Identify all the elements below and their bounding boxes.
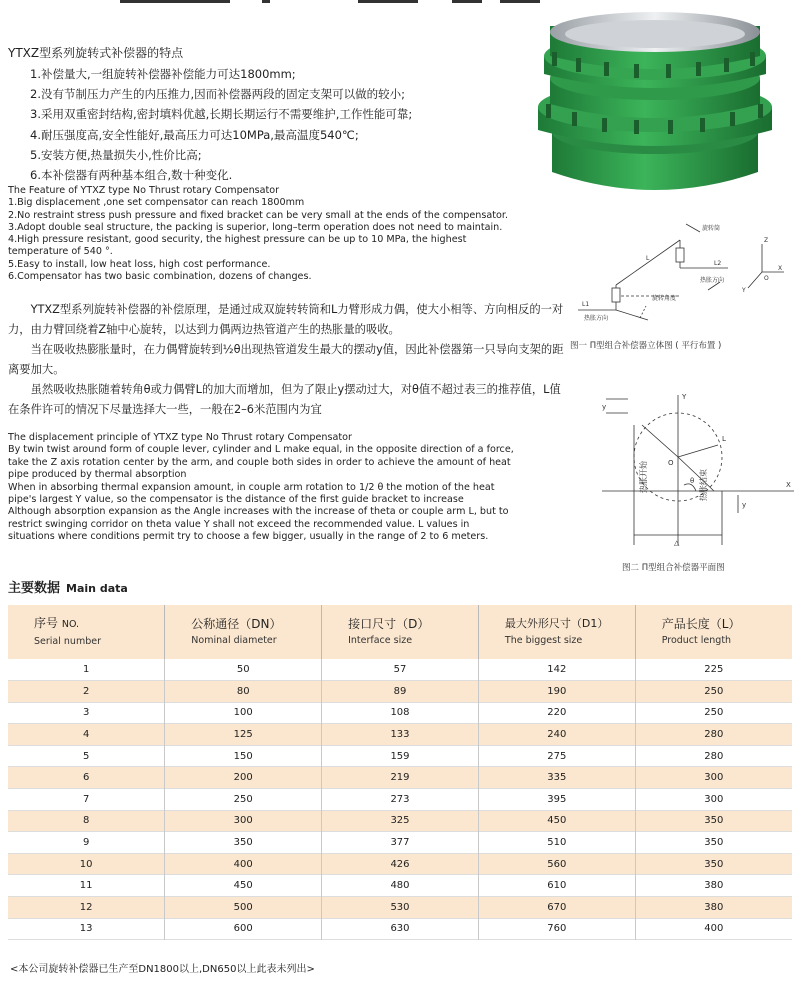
dn-cell: 200 [165,767,322,789]
principle-cn-para: 当在吸收热膨胀量时，在力偶臂旋转到½θ出现热管道发生最大的摆动y值，因此补偿器第一只导向支架的距离要加大。 [8,343,564,376]
diagram1-caption: 图一 Π型组合补偿器立体图 ( 平行布置 ) [570,341,722,351]
dn-cell: 600 [165,918,322,940]
principle-cn [8,300,568,420]
table-row [8,918,792,940]
d1-cell: 760 [478,918,635,940]
length-cell: 350 [635,810,792,832]
principle-cn-para: 虽然吸收热胀随着转角θ或力偶臂L的加大而增加，但为了限止y摆动过大，对θ值不超过表三的推荐值，L值在条件许可的情况下尽量选择大一些，一般在2–6米范围内为宜 [8,383,561,416]
d-cell: 108 [322,702,479,724]
diag1-label-dir2: 热胀方向 [700,277,725,284]
length-cell: 350 [704,837,724,849]
table-row [8,832,792,854]
serial-cell: 7 [8,789,165,811]
length-cell: 225 [704,664,724,676]
principle-en-line: When in absorbing thermal expansion amount, in couple arm rotation to 1/2 θ the motion of the heat [8,481,495,493]
d1-cell: 190 [478,681,635,703]
principle-en-line: pipe's largest Y value, so the compensator is the distance of the first guide bracket to increase [8,494,464,506]
features-en-line: 3.Adopt double seal structure, the packing is superior, long–term operation does not need to maintain. [8,221,503,233]
d-cell: 89 [322,681,479,703]
col-l-cn: 产品长度（L） [661,617,741,631]
diag1-label-X: X [778,265,783,272]
principle-en-line: By twin twist around form of couple lever, cylinder and L make equal, in the opposite direction of a force, [8,444,514,456]
d1-cell: 610 [478,875,635,897]
d-cell: 57 [322,659,479,681]
compensator-image [530,12,780,198]
col-l-en: Product length [661,635,732,646]
diag2-label-X: X [786,481,791,489]
table-body [8,659,792,940]
d-cell: 159 [322,745,479,767]
diag1-label-Y: Y [742,287,746,294]
principle-en-line: situations where conditions permit try to choose a few bigger, usually in the range of 2 to 6 meters. [8,531,489,543]
col-d1-header [478,605,635,659]
features-en-line: 2.No restraint stress push pressure and fixed bracket can be very small at the ends of the compensator. [8,209,508,221]
col-d1-en: The biggest size [504,635,583,646]
top-strip [0,0,800,8]
dn-cell: 300 [165,810,322,832]
feature-cn-item: 3.采用双重密封结构,密封填料优越,长期长期运行不需要维护,工作性能可靠; [30,107,413,122]
diag1-label-L: L [646,255,650,262]
dn-cell: 125 [165,724,322,746]
main-data-table [8,605,792,940]
diag2-label-theta: θ [690,477,695,485]
table-row [8,789,792,811]
features-en-line: 6.Compensator has two basic combination, dozens of changes. [8,271,312,283]
principle-en [8,432,568,544]
d1-cell: 395 [478,789,635,811]
d-cell: 273 [322,789,479,811]
length-cell: 350 [635,853,792,875]
d1-cell: 560 [478,853,635,875]
serial-cell: 11 [8,875,165,897]
col-serial-header [8,605,165,659]
d1-cell: 240 [478,724,635,746]
diag2-label-Y: Y [682,393,687,401]
d1-cell: 142 [478,659,635,681]
main-data-title [8,577,128,596]
serial-cell: 12 [8,897,165,919]
principle-cn-para: YTXZ型系列旋转补偿器的补偿原理，是通过成双旋转转筒和L力臂形成力偶，使大小相等、方向相反的一对力，由力臂回绕着Z轴中心旋转，以达到力偶两边热管道产生的热胀量的吸收。 [8,303,564,336]
d-cell: 219 [322,767,479,789]
diag2-label-start: 热胀开始 [639,461,648,493]
principle-en-line: restrict swinging corridor on theta value Y shall not exceed the recommended value. L values in [8,518,470,530]
diag1-label-dir1: 热胀方向 [584,315,609,322]
d-cell: 377 [322,832,479,854]
table-row [8,767,792,789]
feature-cn-item: 2.没有节制压力产生的内压推力,因而补偿器两段的固定支架可以做的较小; [30,87,405,102]
footnote: <本公司旋转补偿器已生产至DN1800以上,DN650以上此表未列出> [10,964,315,975]
col-dn-cn: 公称通径（DN） [191,617,282,631]
diagram2-caption: 图二 Π型组合补偿器平面图 [622,563,725,573]
features-en-line: 5.Easy to install, low heat loss, high cost performance. [8,258,271,270]
d1-cell: 510 [478,832,635,854]
col-serial-cn: 序号 [34,616,59,630]
dn-cell: 400 [165,853,322,875]
d1-cell: 450 [478,810,635,832]
col-serial-en: Serial number [34,636,101,647]
d-cell: 630 [322,918,479,940]
col-d1-cn: 最大外形尺寸（D1） [504,617,609,630]
features-en-line: 1.Big displacement ,one set compensator can reach 1800mm [8,197,305,209]
diag2-label-delta: △ [674,539,680,547]
table-row [8,702,792,724]
col-d-header [322,605,479,659]
dn-cell: 350 [165,832,322,854]
table-row [8,810,792,832]
d1-cell: 220 [478,702,635,724]
diag1-label-rotor: 旋转筒 [702,225,721,232]
d1-cell: 335 [478,767,635,789]
diagram-plan [598,385,798,553]
length-cell: 400 [704,923,724,935]
length-cell: 250 [635,681,792,703]
diag2-label-y1: y [602,403,607,411]
col-dn-header [165,605,322,659]
main-data-title-cn: 主要数据 [8,581,61,596]
serial-cell: 13 [8,918,165,940]
principle-en-line: pipe produced by thermal absorption [8,469,187,481]
length-cell: 380 [704,880,724,892]
d-cell: 133 [322,724,479,746]
diagram-3d-layout [568,210,788,338]
length-cell: 380 [635,897,792,919]
d1-cell: 670 [478,897,635,919]
serial-cell: 2 [8,681,165,703]
length-cell: 280 [635,724,792,746]
length-cell: 300 [635,767,792,789]
length-cell: 280 [704,750,724,762]
serial-cell: 9 [8,832,165,854]
col-dn-en: Nominal diameter [191,635,277,646]
diag1-label-O: O [764,275,769,282]
serial-cell: 1 [8,659,165,681]
serial-cell: 6 [8,767,165,789]
dn-cell: 150 [165,745,322,767]
feature-cn-item: 4.耐压强度高,安全性能好,最高压力可达10MPa,最高温度540℃; [30,127,359,142]
features-en-line: The Feature of YTXZ type No Thrust rotary Compensator [8,185,280,196]
col-l-header [635,605,792,659]
d-cell: 426 [322,853,479,875]
serial-cell: 8 [8,810,165,832]
features-cn-list [30,64,412,185]
feature-cn-item: 5.安装方便,热量损失小,性价比高; [30,147,202,162]
serial-cell: 4 [8,724,165,746]
dn-cell: 50 [165,659,322,681]
features-cn-title: YTXZ型系列旋转式补偿器的特点 [8,46,184,60]
col-d-cn: 接口尺寸（D） [348,617,430,631]
table-row [8,681,792,703]
diag2-label-end: 热胀结束 [699,469,708,501]
feature-cn-item: 1.补偿量大,一组旋转补偿器补偿能力可达1800mm; [30,67,296,81]
diag1-label-angle: 旋转角度 [652,295,677,302]
col-serial-suffix: NO. [61,619,80,630]
d-cell: 480 [322,875,479,897]
principle-en-line: take the Z axis rotation center by the arm, and couple both sides in order to achieve the amount of heat [8,456,511,468]
serial-cell: 5 [8,745,165,767]
diag1-label-L1: L1 [582,301,590,308]
table-row [8,897,792,919]
serial-cell: 3 [8,702,165,724]
dn-cell: 80 [165,681,322,703]
diag1-label-Z: Z [764,237,769,244]
diag1-label-L2: L2 [714,260,722,267]
dn-cell: 100 [165,702,322,724]
features-en-line: temperature of 540 °. [8,246,113,258]
table-row [8,853,792,875]
table-row [8,745,792,767]
col-d-en: Interface size [348,635,413,646]
d-cell: 530 [322,897,479,919]
dn-cell: 500 [165,897,322,919]
d-cell: 325 [322,810,479,832]
serial-cell: 10 [8,853,165,875]
length-cell: 300 [704,793,724,805]
principle-en-line: Although absorption expansion as the Angle increases with the increase of theta or couple arm L, but to [8,506,509,518]
diag2-label-O: O [668,459,674,467]
diag2-label-y2: y [742,501,747,509]
d1-cell: 275 [478,745,635,767]
table-header-row [8,605,792,659]
table-row [8,875,792,897]
main-data-title-en: Main data [66,582,128,595]
table-row [8,659,792,681]
feature-cn-item: 6.本补偿器有两种基本组合,数十种变化. [30,168,233,183]
table-row [8,724,792,746]
length-cell: 250 [704,707,724,719]
dn-cell: 250 [165,789,322,811]
dn-cell: 450 [165,875,322,897]
features-en-line: 4.High pressure resistant, good security, the highest pressure can be up to 10 MPa, the highest [8,234,467,246]
diag2-label-L: L [722,435,726,443]
principle-en-line: The displacement principle of YTXZ type No Thrust rotary Compensator [8,432,352,443]
features-en [8,185,568,283]
